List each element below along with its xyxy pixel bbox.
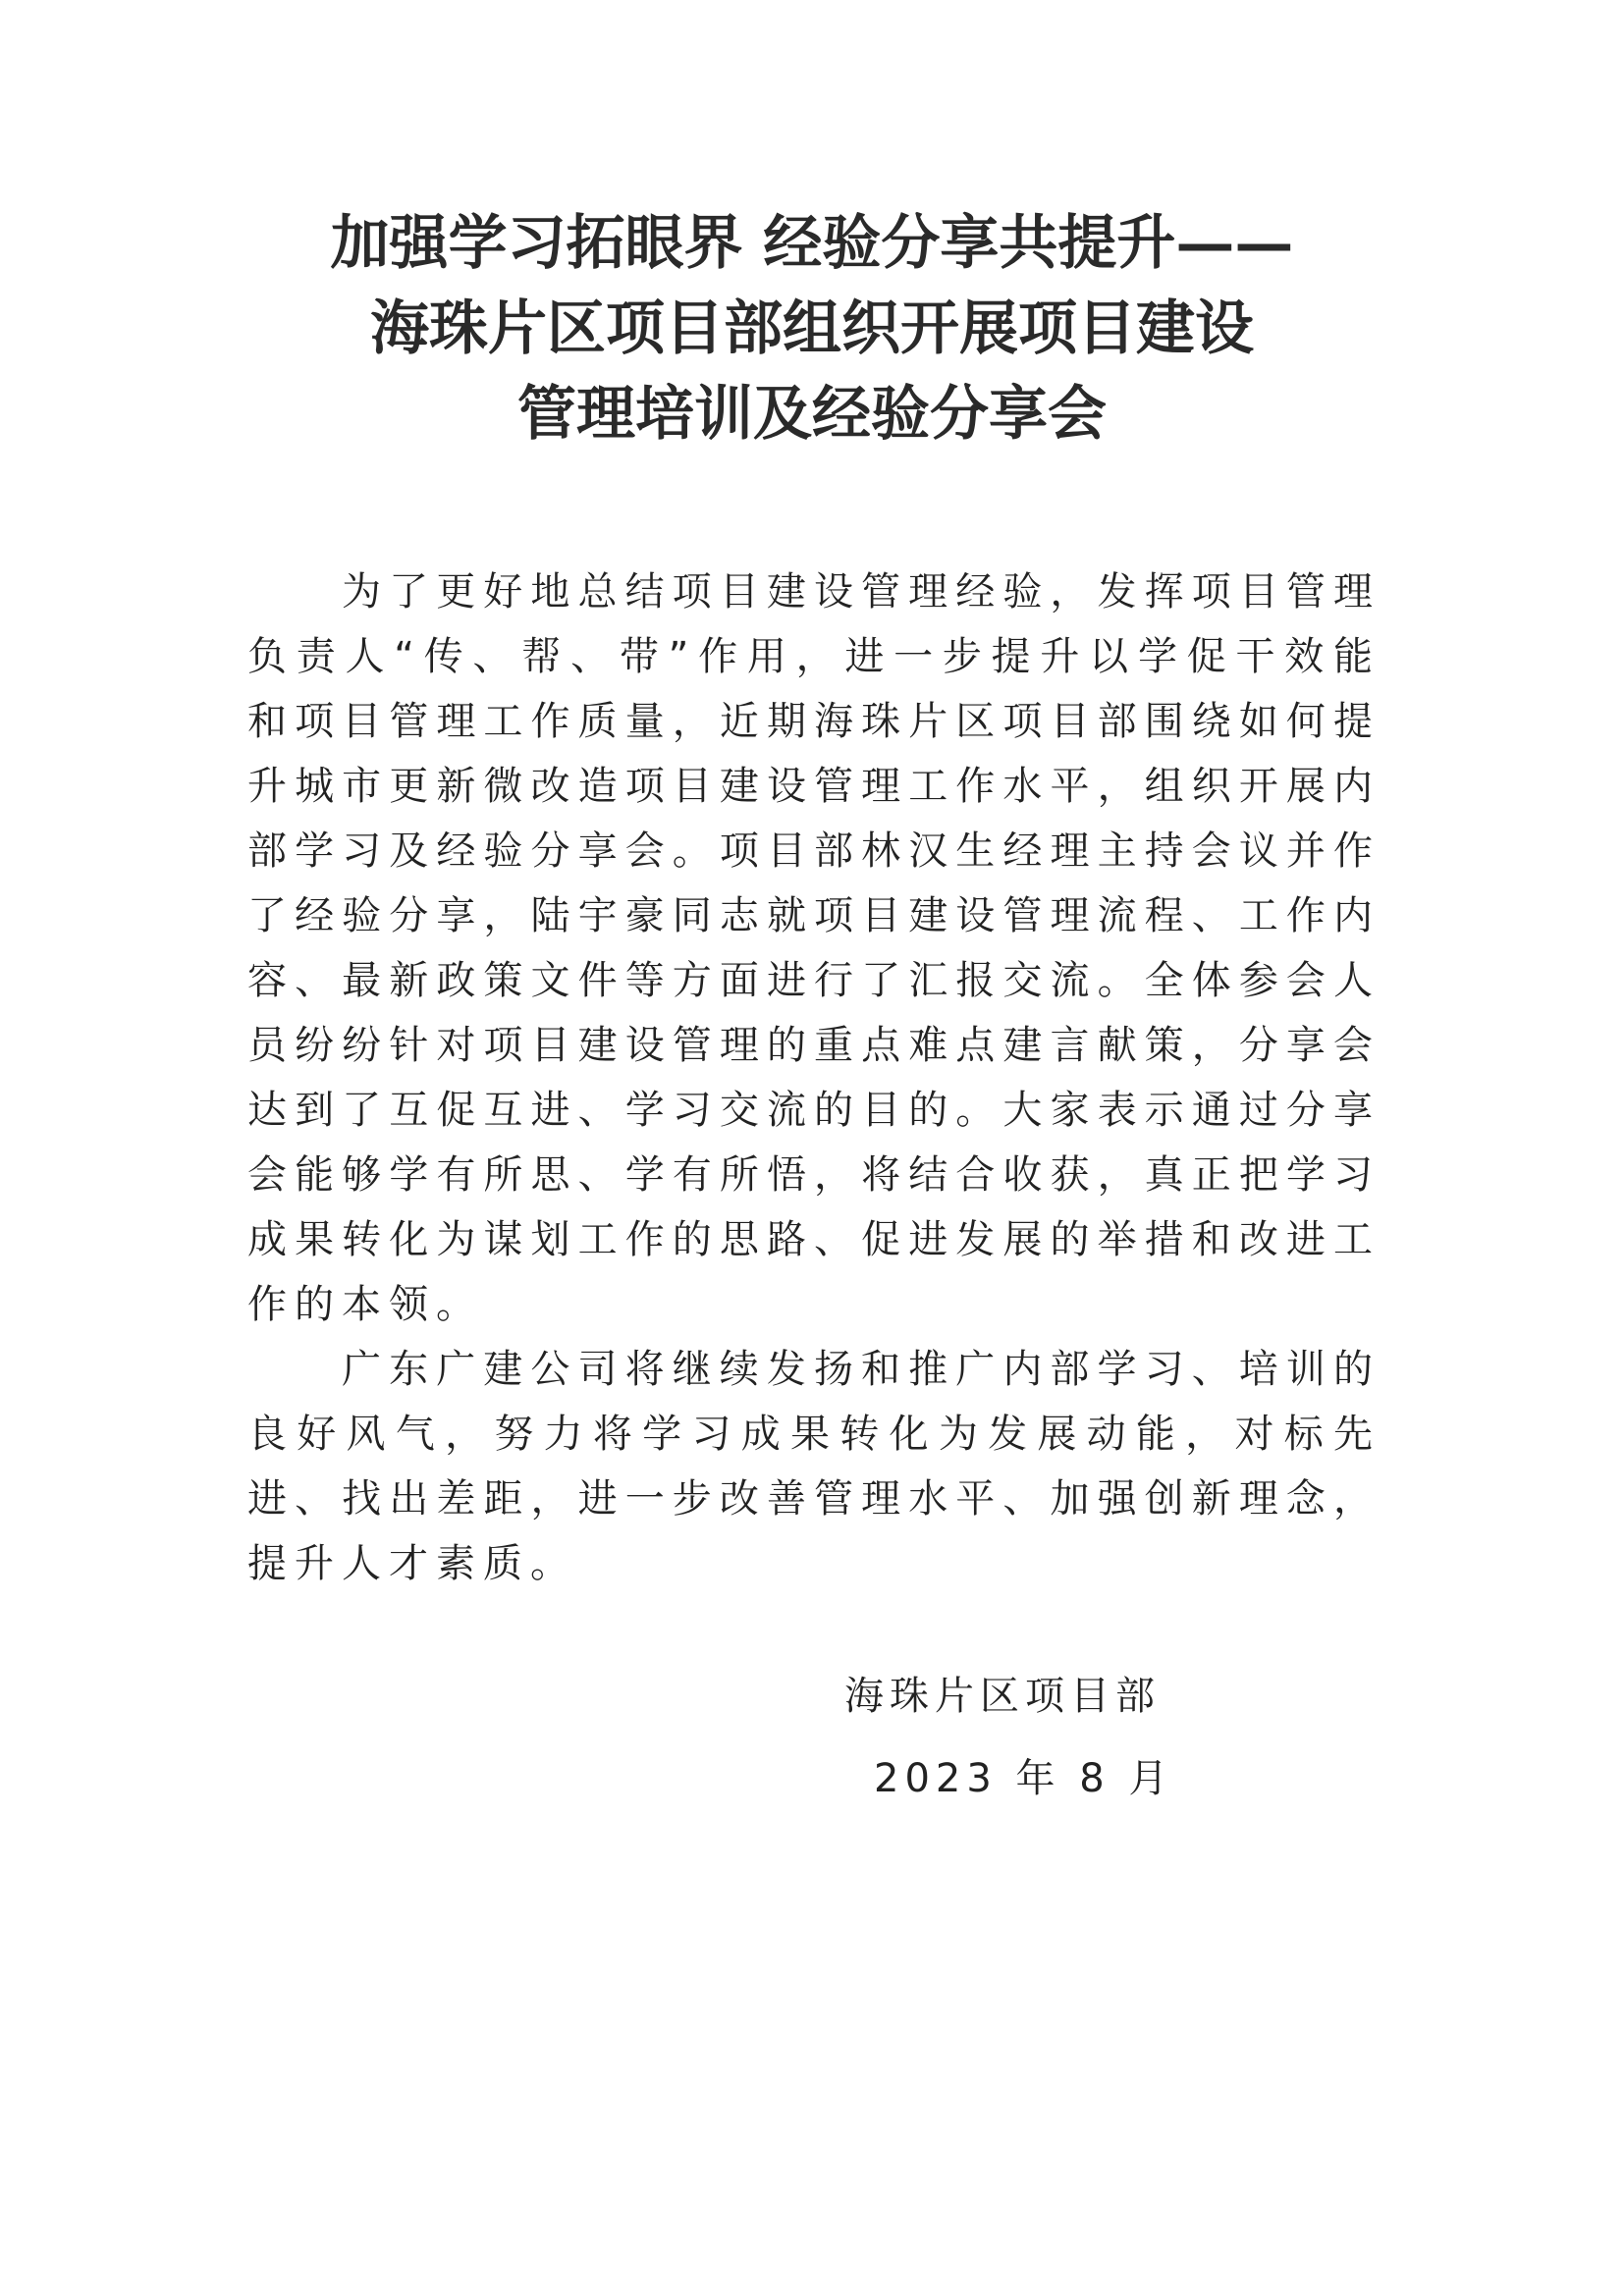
title-line-3: 管理培训及经验分享会 xyxy=(517,380,1107,449)
body-paragraph-1: 为了更好地总结项目建设管理经验，发挥项目管理负责人“传、帮、带”作用，进一步提升以学促干效能和项目管理工作质量，近期海珠片区项目部围绕如何提升城市更新微改造项目建设管理工作水平，组织开展内部学习及经验分享会。项目部林汉生经理主持会议并作了经验分享，陆宇豪同志就项目建设管理流程、工作内容、最新政策文件等方面进行了汇报交流。全体参会人员纷纷针对项目建设管理的重点难点建言献策，分享会达到了互促互进、学习交流的目的。大家表示通过分享会能够学有所思、学有所悟，将结合收获，真正把学习成果转化为谋划工作的思路、促进发展的举措和改进工作的本领。 xyxy=(247,569,1380,1327)
signature-date: 2023 年 8 月 xyxy=(874,1756,1174,1801)
signature-organization: 海珠片区项目部 xyxy=(844,1674,1161,1719)
body-paragraph-2: 广东广建公司将继续发扬和推广内部学习、培训的良好风气，努力将学习成果转化为发展动能，对标先进、找出差距，进一步改善管理水平、加强创新理念，提升人才素质。 xyxy=(247,1347,1380,1586)
document-body xyxy=(247,560,1380,1596)
document-title xyxy=(196,201,1428,457)
title-line-1: 加强学习拓眼界 经验分享共提升—— xyxy=(330,209,1294,278)
signature-block xyxy=(844,1664,1173,1811)
title-line-2: 海珠片区项目部组织开展项目建设 xyxy=(370,294,1254,363)
